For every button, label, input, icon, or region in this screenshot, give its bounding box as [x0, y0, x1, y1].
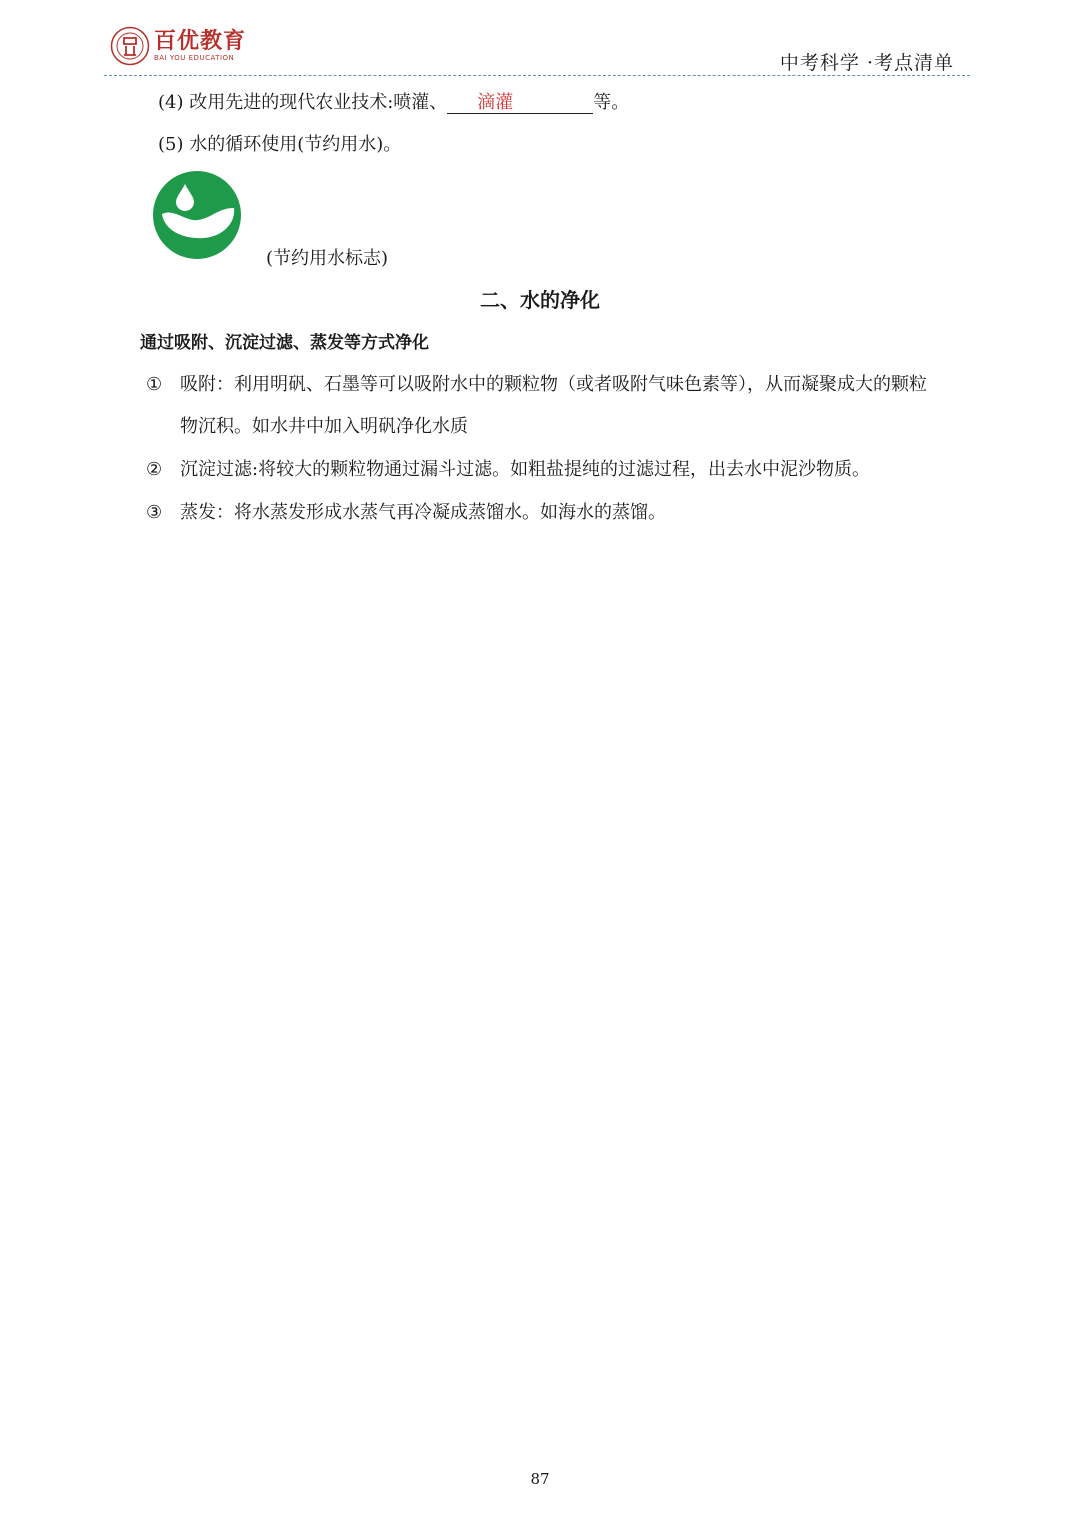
blank-answer: 滴灌	[477, 92, 514, 113]
purification-item-2	[146, 455, 870, 481]
header-divider	[104, 75, 970, 76]
list-item-4-suffix: 等。	[593, 92, 630, 113]
item-number: ③	[146, 502, 163, 523]
item-number: ①	[146, 374, 163, 395]
item-text: 蒸发：将水蒸发形成水蒸气再冷凝成蒸馏水。如海水的蒸馏。	[180, 502, 666, 523]
purification-item-1-continuation: 物沉积。如水井中加入明矾净化水质	[180, 416, 468, 437]
list-item-5: (5) 水的循环使用(节约用水)。	[158, 134, 402, 155]
page-number: 87	[530, 1470, 550, 1488]
purification-item-3	[146, 498, 666, 524]
page-header	[0, 0, 1080, 80]
fill-in-blank	[447, 92, 593, 114]
logo-english-name: BAI YOU EDUCATION	[154, 53, 235, 62]
logo-name: 百优教育	[154, 28, 247, 54]
symbol-caption: (节约用水标志)	[266, 248, 389, 269]
item-number: ②	[146, 459, 163, 480]
header-title: 中考科学 ·考点清单	[779, 52, 954, 74]
item-text: 沉淀过滤:将较大的颗粒物通过漏斗过滤。如粗盐提纯的过滤过程，出去水中泥沙物质。	[180, 459, 871, 480]
logo	[110, 26, 246, 66]
logo-seal-icon	[110, 26, 150, 66]
list-item-4	[158, 88, 629, 114]
section-intro: 通过吸附、沉淀过滤、蒸发等方式净化	[140, 333, 429, 353]
water-saving-symbol-icon	[152, 170, 242, 260]
item-text: 吸附：利用明矾、石墨等可以吸附水中的颗粒物（或者吸附气味色素等），从而凝聚成大的颗粒	[180, 374, 927, 395]
list-item-4-prefix: (4) 改用先进的现代农业技术:喷灌、	[158, 92, 448, 113]
section-title: 二、水的净化	[480, 288, 600, 312]
purification-item-1	[146, 370, 927, 396]
